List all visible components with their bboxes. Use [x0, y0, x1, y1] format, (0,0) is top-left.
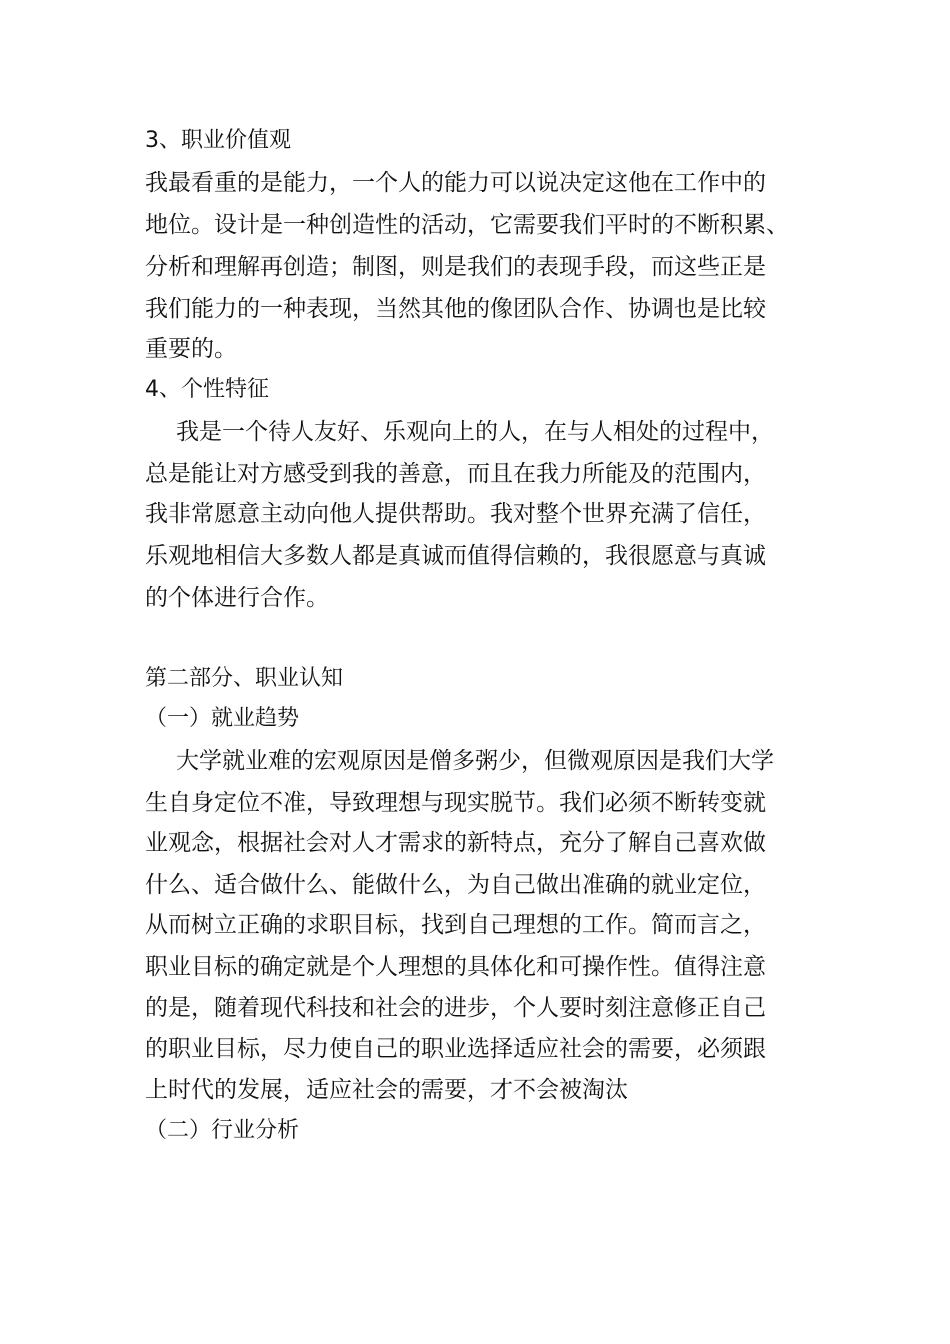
paragraph-line: 大学就业难的宏观原因是僧多粥少，但微观原因是我们大学 — [176, 748, 774, 774]
paragraph-line: 的个体进行合作。 — [145, 585, 329, 611]
paragraph-line: 的是，随着现代科技和社会的进步，个人要时刻注意修正自己 — [145, 995, 766, 1021]
section-heading-personality: 4、个性特征 — [145, 377, 269, 402]
paragraph-line: 从而树立正确的求职目标，找到自己理想的工作。简而言之， — [145, 912, 766, 938]
paragraph-line: 我是一个待人友好、乐观向上的人，在与人相处的过程中， — [176, 419, 774, 445]
paragraph-line: 重要的。 — [145, 336, 237, 362]
part-title: 第二部分、职业认知 — [145, 666, 344, 691]
paragraph-line: 的职业目标，尽力使自己的职业选择适应社会的需要，必须跟 — [145, 1036, 766, 1062]
paragraph-line: 什么、适合做什么、能做什么，为自己做出准确的就业定位， — [145, 872, 766, 898]
paragraph-line: 总是能让对方感受到我的善意，而且在我力所能及的范围内， — [145, 461, 766, 487]
paragraph-line: 我们能力的一种表现，当然其他的像团队合作、协调也是比较 — [145, 296, 766, 322]
paragraph-line: 职业目标的确定就是个人理想的具体化和可操作性。值得注意 — [145, 954, 766, 980]
paragraph-line: 我非常愿意主动向他人提供帮助。我对整个世界充满了信任， — [145, 501, 766, 527]
paragraph-line: 地位。设计是一种创造性的活动，它需要我们平时的不断积累、 — [145, 212, 789, 238]
paragraph-line: 我最看重的是能力，一个人的能力可以说决定这他在工作中的 — [145, 170, 766, 196]
paragraph-line: 业观念，根据社会对人才需求的新特点，充分了解自己喜欢做 — [145, 830, 766, 856]
subsection-heading-industry: （二）行业分析 — [145, 1118, 300, 1143]
subsection-heading-trend: （一）就业趋势 — [145, 706, 300, 731]
paragraph-line: 上时代的发展，适应社会的需要，才不会被淘汰 — [145, 1077, 628, 1103]
paragraph-line: 分析和理解再创造；制图，则是我们的表现手段，而这些正是 — [145, 254, 766, 280]
section-heading-values: 3、职业价值观 — [145, 128, 291, 153]
paragraph-line: 乐观地相信大多数人都是真诚而值得信赖的，我很愿意与真诚 — [145, 543, 766, 569]
paragraph-line: 生自身定位不准，导致理想与现实脱节。我们必须不断转变就 — [145, 790, 766, 816]
